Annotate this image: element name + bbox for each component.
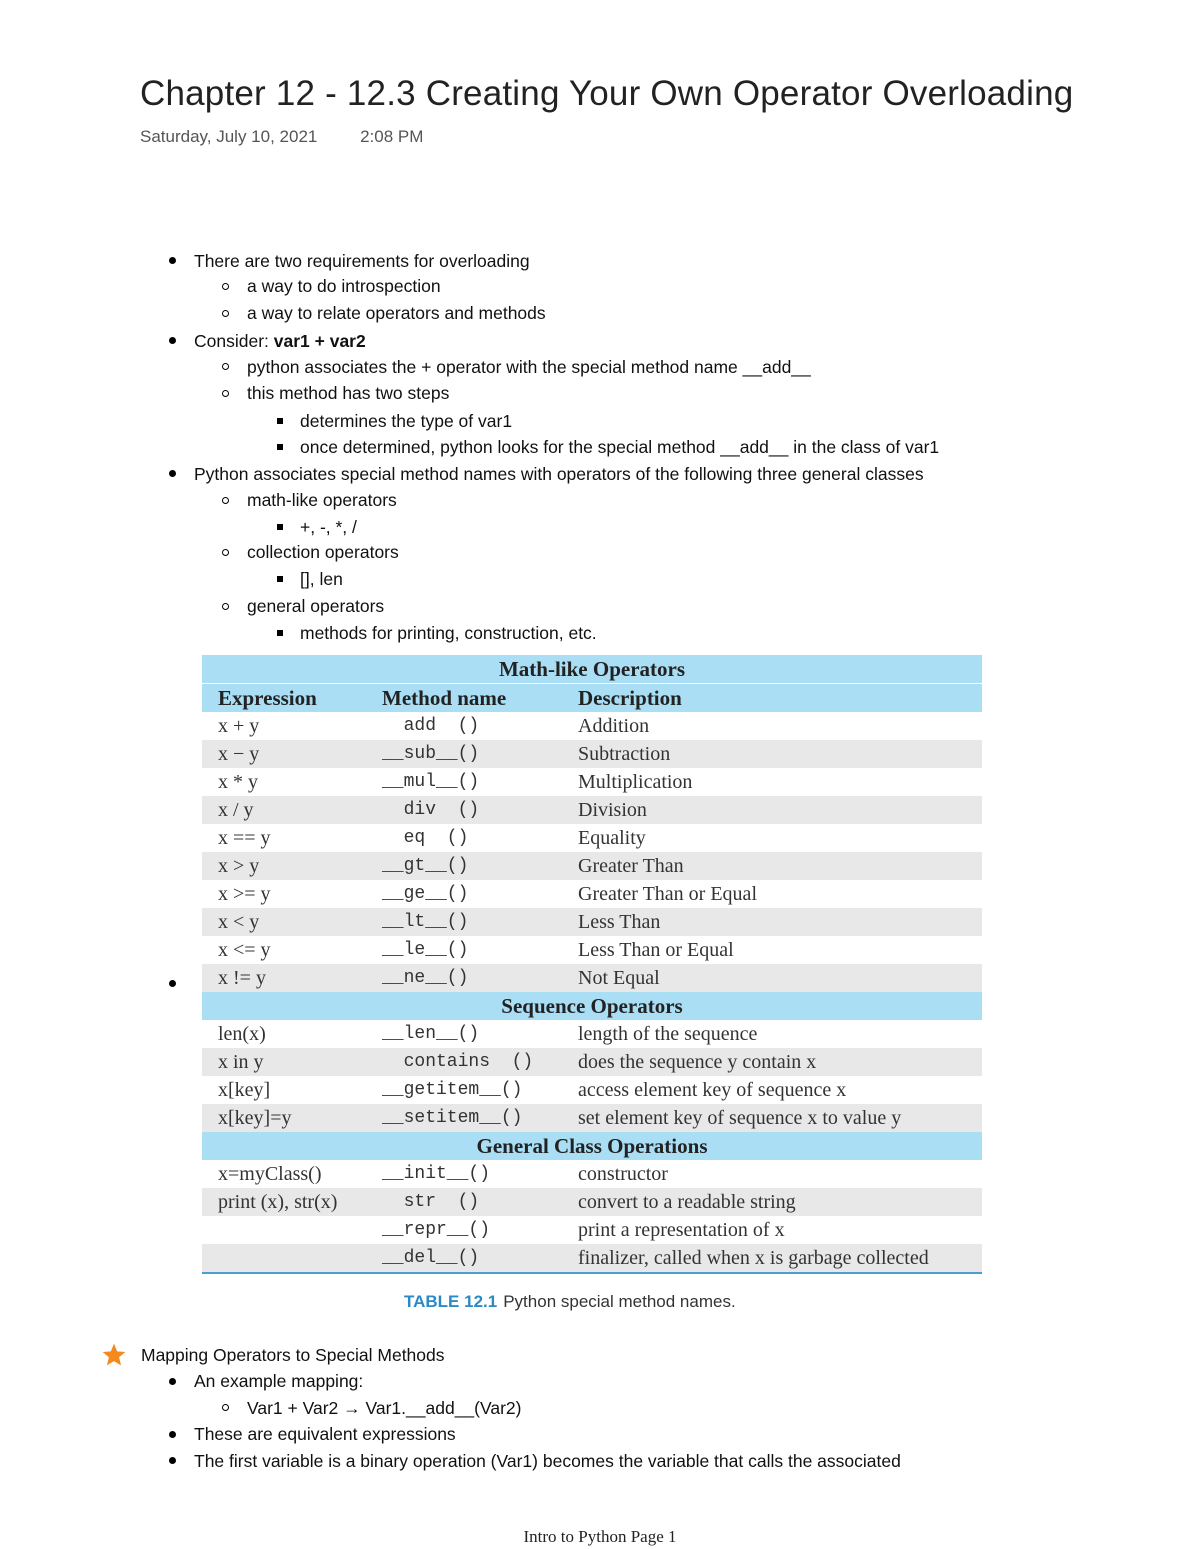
note-item: a way to do introspection	[247, 276, 441, 296]
note-item: There are two requirements for overloading	[194, 251, 530, 271]
caption-text: Python special method names.	[503, 1292, 736, 1311]
col-expression: Expression	[218, 686, 317, 710]
math-section-header: Math-like Operators	[202, 655, 982, 683]
bullet-square	[277, 418, 283, 424]
bullet-square	[277, 444, 283, 450]
note-item: Var1 + Var2 → Var1.__add__(Var2)	[247, 1398, 522, 1418]
description-cell: Division	[578, 799, 647, 821]
expression-cell: x == y	[218, 827, 271, 849]
description-cell: Greater Than or Equal	[578, 883, 757, 905]
description-cell: Less Than or Equal	[578, 939, 734, 961]
description-cell: print a representation of x	[578, 1219, 785, 1241]
expression-cell: x[key]=y	[218, 1107, 292, 1129]
time-label: 2:08 PM	[360, 127, 424, 146]
note-item: collection operators	[247, 542, 399, 562]
bullet-circle	[222, 549, 229, 556]
method-name-cell: add ()	[382, 716, 480, 736]
note-item: math-like operators	[247, 490, 397, 510]
bullet-square	[277, 576, 283, 582]
note-item: python associates the + operator with the special method name __add__	[247, 357, 811, 377]
description-cell: set element key of sequence x to value y	[578, 1107, 902, 1129]
page-title: Chapter 12 - 12.3 Creating Your Own Operator Overloading	[140, 74, 1074, 113]
method-name-cell: __setitem__()	[382, 1108, 523, 1128]
table-row	[202, 768, 982, 796]
bullet-dot	[169, 337, 176, 344]
note-bold: var1 + var2	[273, 331, 366, 351]
table-column-headers	[202, 683, 982, 712]
table-row	[202, 824, 982, 852]
note-item: a way to relate operators and methods	[247, 303, 546, 323]
bullet-dot	[169, 1378, 176, 1385]
star-icon	[101, 1342, 127, 1368]
expression-cell: x != y	[218, 967, 266, 989]
expression-cell: x * y	[218, 771, 258, 793]
note-item: These are equivalent expressions	[194, 1424, 456, 1444]
date-time-line	[140, 127, 423, 147]
note-item: methods for printing, construction, etc.	[300, 623, 597, 643]
expression-cell: x=myClass()	[218, 1163, 322, 1185]
method-name-cell: __sub__()	[382, 744, 480, 764]
method-name-cell: __getitem__()	[382, 1080, 523, 1100]
expression-cell: x <= y	[218, 939, 271, 961]
bullet-circle	[222, 363, 229, 370]
description-cell: Less Than	[578, 911, 661, 933]
bullet-circle	[222, 1404, 229, 1411]
general-section-header: General Class Operations	[202, 1132, 982, 1160]
table-row	[202, 1020, 982, 1048]
table-row	[202, 908, 982, 936]
expression-cell: len(x)	[218, 1023, 266, 1045]
table-row	[202, 1048, 982, 1076]
sequence-section-header: Sequence Operators	[202, 992, 982, 1020]
method-name-cell: __mul__()	[382, 772, 480, 792]
general-rows	[202, 1160, 982, 1272]
description-cell: Not Equal	[578, 967, 660, 989]
expression-cell: x in y	[218, 1051, 264, 1073]
note-item: this method has two steps	[247, 383, 450, 403]
note-item: general operators	[247, 596, 385, 616]
page-footer: Intro to Python Page 1	[523, 1527, 677, 1546]
bullet-circle	[222, 497, 229, 504]
method-name-cell: contains ()	[382, 1052, 534, 1072]
note-item: [], len	[300, 569, 343, 589]
table-row	[202, 1076, 982, 1104]
table-caption	[404, 1292, 736, 1312]
bullet-circle	[222, 310, 229, 317]
bullet-square	[277, 524, 283, 530]
caption-label: TABLE 12.1	[404, 1292, 498, 1311]
method-name-cell: __lt__()	[382, 912, 469, 932]
description-cell: constructor	[578, 1163, 668, 1185]
note-item: determines the type of var1	[300, 411, 513, 431]
expression-cell: x < y	[218, 911, 260, 933]
expression-cell: x / y	[218, 799, 254, 821]
table-row	[202, 796, 982, 824]
note-item: An example mapping:	[194, 1371, 364, 1391]
note-item	[194, 329, 366, 353]
bullet-dot	[169, 980, 176, 987]
table-row	[202, 712, 982, 740]
note-item: The first variable is a binary operation (Var1) becomes the variable that calls the associated	[194, 1451, 901, 1471]
bullet-dot	[169, 1457, 176, 1464]
expression-cell: x + y	[218, 715, 260, 737]
table-row	[202, 1188, 982, 1216]
mapping-heading: Mapping Operators to Special Methods	[141, 1345, 445, 1365]
method-name-cell: __del__()	[382, 1248, 480, 1268]
method-name-cell: __gt__()	[382, 856, 469, 876]
method-name-cell: div ()	[382, 800, 480, 820]
note-prefix: Consider:	[194, 331, 274, 351]
description-cell: Greater Than	[578, 855, 684, 877]
table-row	[202, 964, 982, 992]
method-name-cell: __ne__()	[382, 968, 469, 988]
description-cell: finalizer, called when x is garbage collected	[578, 1247, 929, 1269]
description-cell: does the sequence y contain x	[578, 1051, 817, 1073]
table-row	[202, 936, 982, 964]
expression-cell: print (x), str(x)	[218, 1191, 338, 1213]
table-row	[202, 880, 982, 908]
math-rows	[202, 712, 982, 992]
expression-cell: x − y	[218, 743, 260, 765]
description-cell: access element key of sequence x	[578, 1079, 847, 1101]
table-row	[202, 1216, 982, 1244]
bullet-circle	[222, 603, 229, 610]
bullet-circle	[222, 390, 229, 397]
table-row	[202, 1104, 982, 1132]
method-name-cell: str ()	[382, 1192, 480, 1212]
bullet-square	[277, 630, 283, 636]
col-method-name: Method name	[382, 686, 507, 710]
bullet-dot	[169, 1431, 176, 1438]
description-cell: length of the sequence	[578, 1023, 758, 1045]
bullet-dot	[169, 470, 176, 477]
description-cell: Equality	[578, 827, 646, 849]
table-row	[202, 740, 982, 768]
description-cell: Addition	[578, 715, 650, 737]
special-methods-table	[202, 655, 982, 1274]
method-name-cell: eq ()	[382, 828, 469, 848]
method-name-cell: __ge__()	[382, 884, 469, 904]
col-description: Description	[578, 686, 682, 710]
expression-cell: x[key]	[218, 1079, 271, 1101]
table-bottom-rule	[202, 1272, 982, 1274]
expression-cell: x >= y	[218, 883, 271, 905]
date-label: Saturday, July 10, 2021	[140, 127, 318, 146]
method-name-cell: __init__()	[382, 1164, 491, 1184]
note-item: +, -, *, /	[300, 517, 357, 537]
method-name-cell: __repr__()	[382, 1220, 491, 1240]
table-row	[202, 1160, 982, 1188]
note-item: Python associates special method names with operators of the following three general classes	[194, 464, 924, 484]
description-cell: Multiplication	[578, 771, 693, 793]
table-row	[202, 1244, 982, 1272]
method-name-cell: __len__()	[382, 1024, 480, 1044]
note-item: once determined, python looks for the special method __add__ in the class of var1	[300, 437, 940, 457]
table-row	[202, 852, 982, 880]
description-cell: convert to a readable string	[578, 1191, 796, 1213]
bullet-dot	[169, 257, 176, 264]
method-name-cell: __le__()	[382, 940, 469, 960]
expression-cell: x > y	[218, 855, 260, 877]
bullet-circle	[222, 283, 229, 290]
sequence-rows	[202, 1020, 982, 1132]
description-cell: Subtraction	[578, 743, 671, 765]
